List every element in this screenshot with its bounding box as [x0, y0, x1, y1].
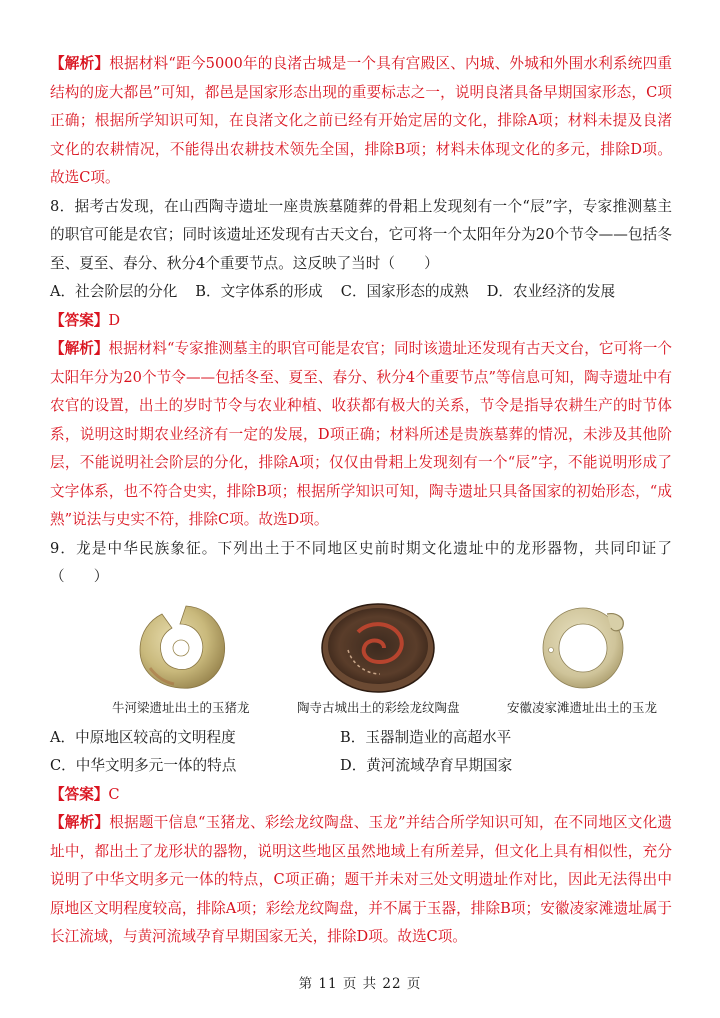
q8-stem: 8．据考古发现，在山西陶寺遗址一座贵族墓随葬的骨耜上发现刻有一个“辰”字，专家推测墓主的职官可能是农官；同时该遗址还发现有古天文台，它可将一个太阳年分为20个节令——包括冬至、夏至、春分、秋分4个重要节点。这反映了当时（ ） [50, 197, 672, 272]
q9-option-a: A．中原地区较高的文明程度 [50, 728, 236, 746]
figure-painted-pottery-plate [297, 598, 460, 718]
q9-figures [112, 598, 657, 718]
q9-option-d: D．黄河流域孕育早期国家 [340, 757, 513, 774]
q8-option-a: A．社会阶层的分化 [50, 283, 178, 300]
figure-jade-dragon [507, 598, 657, 718]
figure-jade-pig-dragon [112, 598, 250, 718]
jade-dragon-image [527, 598, 637, 694]
page-footer: 第 11 页 共 22 页 [298, 976, 422, 992]
q8-option-b: B．文字体系的形成 [195, 283, 323, 300]
figure-caption: 陶寺古城出土的彩绘龙纹陶盘 [296, 699, 460, 715]
q9-options [50, 724, 672, 781]
q8-options [50, 278, 672, 307]
page-content [50, 50, 672, 952]
figure-caption: 牛河梁遗址出土的玉猪龙 [112, 699, 250, 715]
q7-analysis: 【解析】根据材料“距今5000年的良渚古城是一个具有宫殿区、内城、外城和外围水利系统四重结构的庞大都邑”可知，都邑是国家形态出现的重要标志之一，说明良渚具备早期国家形态，C项正确；根据所学知识可知，在良渚文化之前已经有开始定居的文化，排除A项；材料未提及良渚文化的农耕情况，不能得出农耕技术领先全国，排除B项；材料未体现文化的多元，排除D项。 故选C项。 [50, 55, 672, 186]
q9-answer: 【答案】C [50, 785, 120, 803]
q8-option-c: C．国家形态的成熟 [340, 283, 469, 300]
q8-analysis: 【解析】根据材料“专家推测墓主的职官可能是农官；同时该遗址还发现有古天文台，它可将一个太阳年分为20个节令——包括冬至、夏至、春分、秋分4个重要节点”等信息可知，陶寺遗址中有农官的设置，出土的岁时节令与农业种植、收获都有极大的关系，节令是指导农耕生产的时节体系，说明这时期农业经济有一定的发展，D项正确；材料所述是贵族墓葬的情况，未涉及其他阶层，不能说明社会阶层的分化，排除A项；仅仅由骨耜上发现刻有一个“辰”字，不能说明形成了文字体系，也不符合史实，排除B项；根据所学知识可知，陶寺遗址只具备国家的初始形态，“成熟”说法与史实不符，排除C项。故选D项。 [50, 340, 672, 528]
q9-analysis: 【解析】根据题干信息“玉猪龙、彩绘龙纹陶盘、玉龙”并结合所学知识可知，在不同地区文化遗址中，都出土了龙形状的器物，说明这些地区虽然地域上有所差异，但文化上具有相似性，充分说明了中华文明多元一体的特点，C项正确；题干并未对三处文明遗址作对比，因此无法得出中原地区文明程度较高，排除A项；彩绘龙纹陶盘，并不属于玉器，排除B项；安徽凌家滩遗址属于长江流域，与黄河流域孕育早期国家无关，排除D项。故选C项。 [50, 814, 672, 945]
q9-option-c: C．中华文明多元一体的特点 [50, 757, 237, 774]
q9-option-b: B．玉器制造业的高超水平 [340, 728, 512, 746]
q8-option-d: D．农业经济的发展 [486, 283, 616, 300]
figure-caption: 安徽凌家滩遗址出土的玉龙 [506, 699, 657, 715]
q9-stem: 9．龙是中华民族象征。下列出土于不同地区史前时期文化遗址中的龙形器物，共同印证了（ ） [50, 539, 672, 585]
jade-pig-dragon-image [126, 598, 236, 694]
painted-dragon-pottery-plate-image [318, 598, 438, 694]
q8-answer: 【答案】D [50, 311, 121, 329]
